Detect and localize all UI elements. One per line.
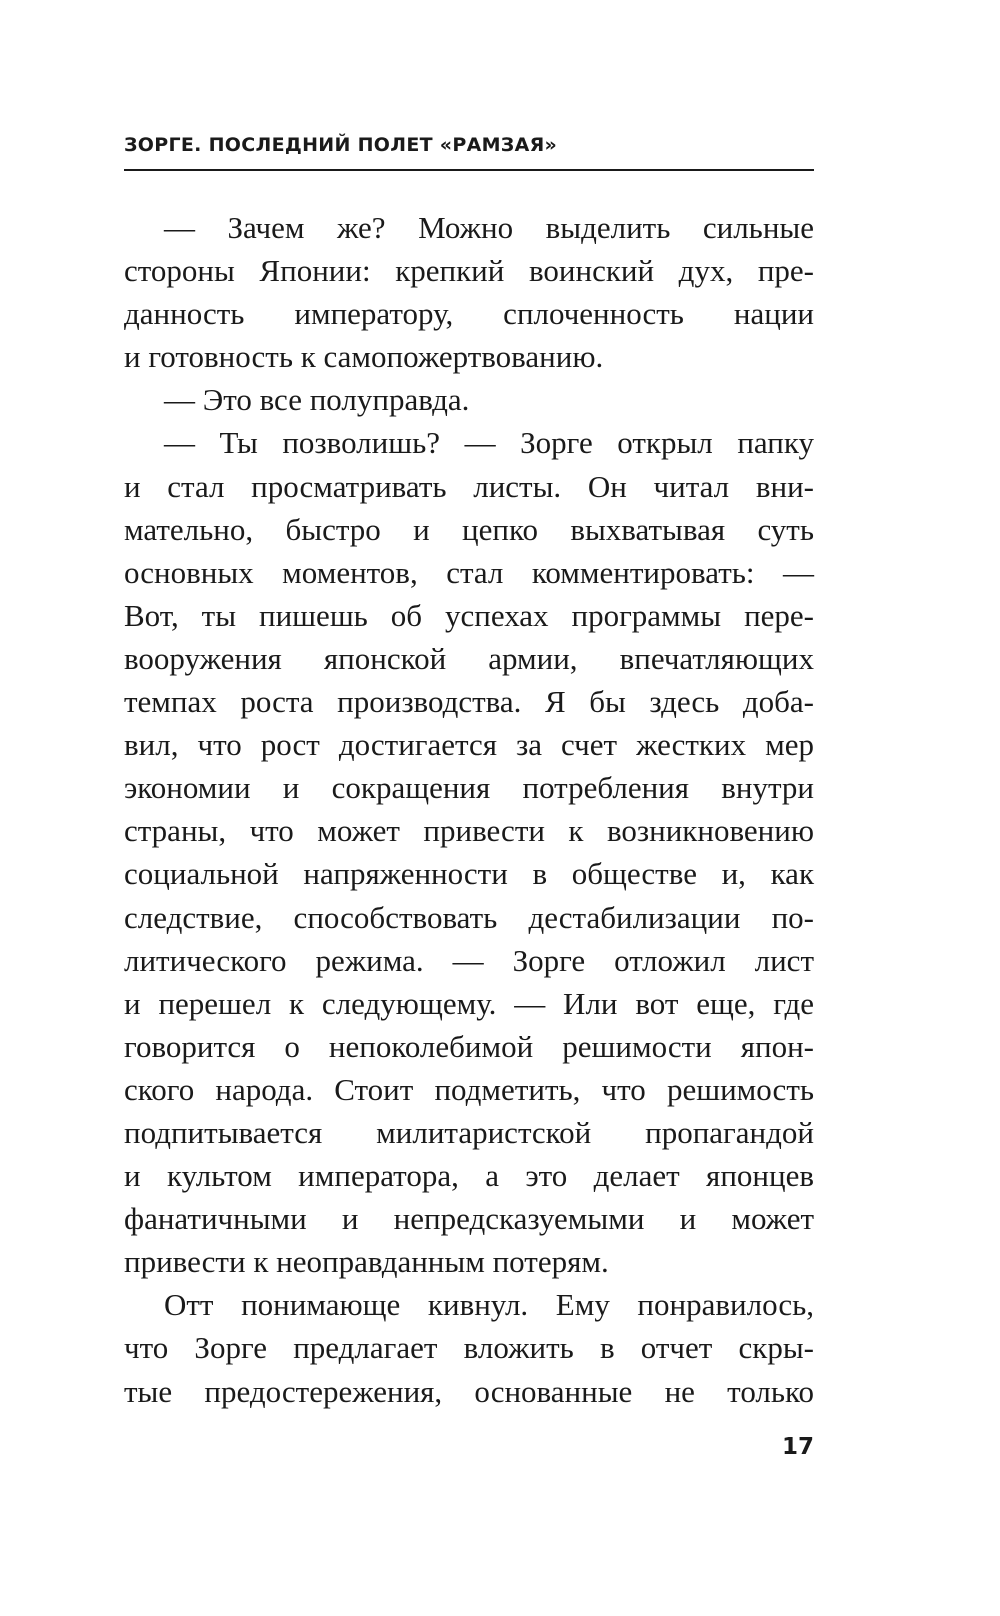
text-line: и стал просматривать листы. Он читал вни- xyxy=(124,468,814,504)
text-line: основных моментов, стал комментировать: — xyxy=(124,554,814,590)
text-line: данность императору, сплоченность нации xyxy=(124,296,814,332)
text-line: Вот, ты пишешь об успехах программы пере- xyxy=(124,597,814,633)
text-line: что Зорге предлагает вложить в отчет скры- xyxy=(124,1330,814,1366)
text-line: следствие, способствовать дестабилизации по- xyxy=(124,899,814,935)
page-number: 17 xyxy=(781,1434,814,1460)
text-line: вил, что рост достигается за счет жестких мер xyxy=(124,727,814,763)
text-line: Отт понимающе кивнул. Ему понравилось, xyxy=(164,1287,814,1323)
text-line: и готовность к самопожертвованию. xyxy=(124,339,604,375)
text-line: тые предостережения, основанные не только xyxy=(124,1373,814,1409)
text-line: говорится о непоколебимой решимости япон- xyxy=(124,1028,814,1064)
running-title: ЗОРГЕ. ПОСЛЕДНИЙ ПОЛЕТ «РАМЗАЯ» xyxy=(124,134,558,156)
text-line: ского народа. Стоит подметить, что решимость xyxy=(124,1071,814,1107)
text-line: — Это все полуправда. xyxy=(164,382,470,418)
text-line: мательно, быстро и цепко выхватывая суть xyxy=(124,511,814,547)
text-line: привести к неоправданным потерям. xyxy=(124,1244,609,1280)
text-line: фанатичными и непредсказуемыми и может xyxy=(124,1201,814,1237)
header-rule xyxy=(124,169,814,171)
text-line: — Зачем же? Можно выделить сильные xyxy=(164,210,814,245)
text-line: темпах роста производства. Я бы здесь доба- xyxy=(124,684,814,720)
text-line: экономии и сокращения потребления внутри xyxy=(124,770,814,806)
text-line: страны, что может привести к возникновению xyxy=(124,813,814,849)
text-line: подпитывается милитаристской пропагандой xyxy=(124,1114,814,1150)
text-line: социальной напряженности в обществе и, как xyxy=(124,856,814,892)
text-line: и культом императора, а это делает японцев xyxy=(124,1158,814,1194)
text-line: — Ты позволишь? — Зорге открыл папку xyxy=(164,425,814,461)
text-line: стороны Японии: крепкий воинский дух, пре- xyxy=(124,253,814,289)
text-line: литического режима. — Зорге отложил лист xyxy=(124,942,814,978)
text-line: и перешел к следующему. — Или вот еще, где xyxy=(124,985,814,1021)
text-line: вооружения японской армии, впечатляющих xyxy=(124,640,814,676)
body-text xyxy=(124,206,814,1413)
